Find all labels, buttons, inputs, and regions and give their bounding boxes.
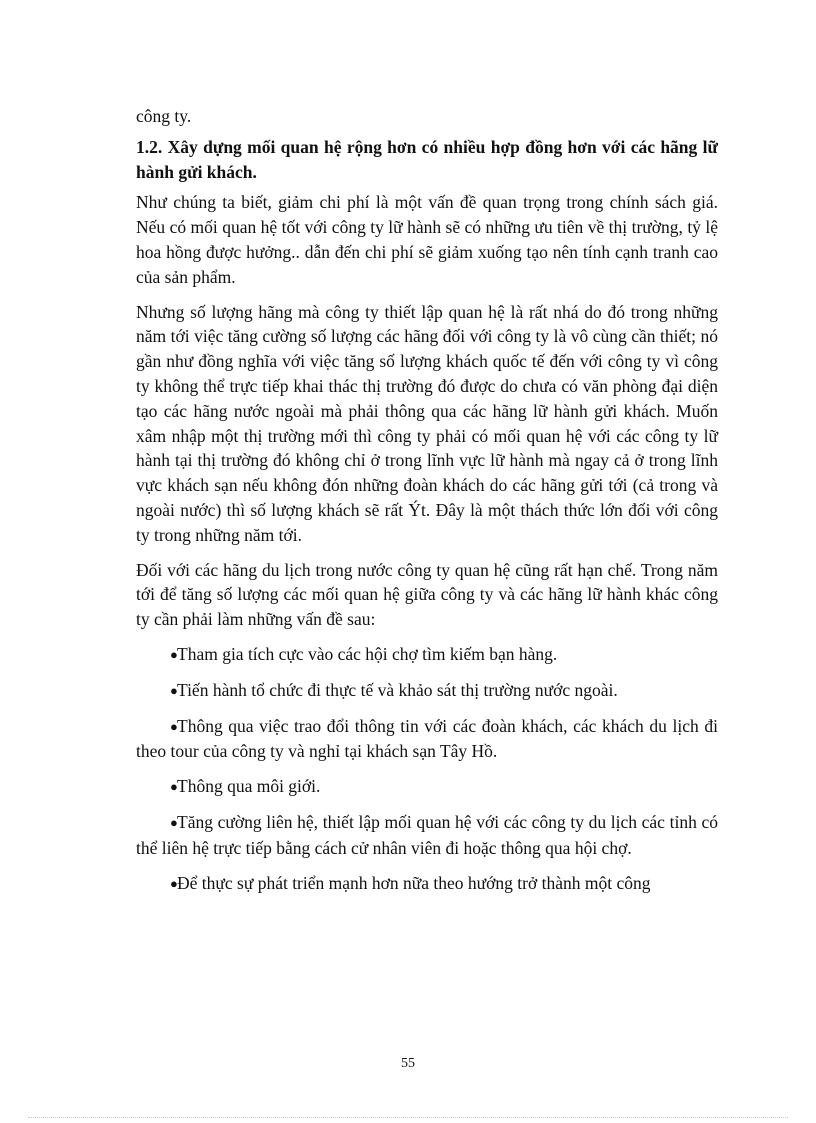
bullet-icon: ● bbox=[170, 646, 178, 662]
bullet-text: Thông qua việc trao đổi thông tin với các đoàn khách, các khách du lịch đi theo tour của công ty và nghỉ tại khách sạn Tây Hồ. bbox=[136, 715, 718, 762]
page-number: 55 bbox=[401, 1056, 415, 1071]
bullet-item bbox=[136, 714, 718, 765]
bullet-item bbox=[136, 678, 718, 704]
page-body bbox=[136, 104, 718, 906]
bullet-icon: ● bbox=[170, 814, 178, 830]
continuation-text: công ty. bbox=[136, 106, 192, 126]
bullet-item bbox=[136, 642, 718, 668]
bullet-icon: ● bbox=[170, 682, 178, 698]
bullet-text: Thông qua môi giới. bbox=[177, 776, 321, 797]
bullet-text: Tăng cường liên hệ, thiết lập mối quan hệ với các công ty du lịch các tỉnh có thể liên hệ trực tiếp bằng cách cử nhân viên đi hoặc thông qua hội chợ. bbox=[136, 811, 718, 858]
bullet-icon: ● bbox=[170, 779, 178, 795]
paragraph-domestic: Đối với các hãng du lịch trong nước công ty quan hệ cũng rất hạn chế. Trong năm tới để tăng số lượng các mối quan hệ giữa công ty và các hãng lữ hành khác công ty cần phải làm những vấn đề sau: bbox=[136, 559, 718, 630]
paragraph-partners: Nhưng số lượng hãng mà công ty thiết lập quan hệ là rất nhá do đó trong những năm tới việc tăng cường số lượng các hãng đối với công ty là vô cùng cần thiết; nó gần như đồng nghĩa với việc tăng số lượng khách quốc tế đến với công ty vì công ty không thể trực tiếp khai thác thị trường đó được do chưa có văn phòng đại diện tạo các hãng nước ngoài mà phải thông qua các hãng lữ hành gửi khách. Muốn xâm nhập một thị trường mới thì công ty phải có mối quan hệ với các công ty lữ hành tại thị trường đó không chỉ ở trong lĩnh vực lữ hành mà ngay cả ở trong lĩnh vực khách sạn nếu không đón những đoàn khách do các hãng gửi tới (cả trong và ngoài nước) thì số lượng khách sẽ rất Ýt. Đây là một thách thức lớn đối với công ty trong những năm tới. bbox=[136, 301, 718, 545]
bullet-icon: ● bbox=[170, 718, 178, 734]
page-divider bbox=[28, 1117, 788, 1118]
bullet-icon: ● bbox=[170, 875, 178, 891]
bullet-text: Để thực sự phát triển mạnh hơn nữa theo hướng trở thành một công bbox=[177, 872, 651, 893]
bullet-item bbox=[136, 871, 718, 897]
bullet-item bbox=[136, 810, 718, 861]
bullet-text: Tham gia tích cực vào các hội chợ tìm kiếm bạn hàng. bbox=[177, 643, 558, 664]
bullet-item bbox=[136, 774, 718, 800]
section-heading: 1.2. Xây dựng mối quan hệ rộng hơn có nhiều hợp đồng hơn với các hãng lữ hành gửi khách. bbox=[136, 136, 718, 182]
paragraph-cost: Như chúng ta biết, giảm chi phí là một vấn đề quan trọng trong chính sách giá. Nếu có mối quan hệ tốt với công ty lữ hành sẽ có những ưu tiên về thị trường, tỷ lệ hoa hồng được hưởng.. dẫn đến chi phí sẽ giảm xuống tạo nên tính cạnh tranh cao của sản phẩm. bbox=[136, 192, 718, 287]
bullet-text: Tiến hành tổ chức đi thực tế và khảo sát thị trường nước ngoài. bbox=[177, 679, 618, 700]
